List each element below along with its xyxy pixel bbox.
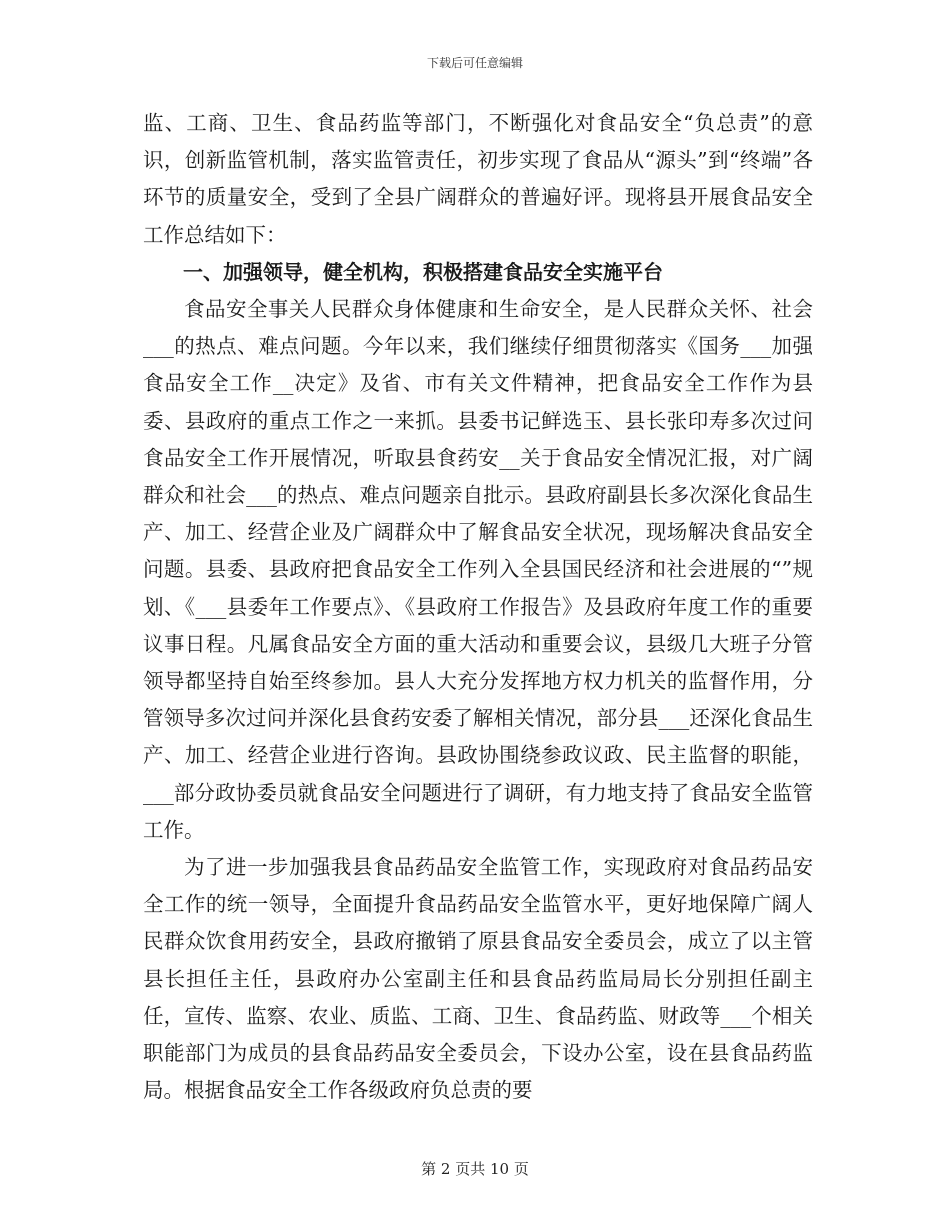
document-body	[143, 105, 813, 1109]
page-header-note: 下载后可任意编辑	[426, 56, 523, 70]
paragraph-1: 食品安全事关人民群众身体健康和生命安全，是人民群众关怀、社会___的热点、难点问题。今年以来，我们继续仔细贯彻落实《国务___加强食品安全工作__决定》及省、市有关文件精神，把食品安全工作作为县委、县政府的重点工作之一来抓。县委书记鲜选玉、县长张印寿多次过问食品安全工作开展情况，听取县食药安__关于食品安全情况汇报，对广阔群众和社会___的热点、难点问题亲自批示。县政府副县长多次深化食品生产、加工、经营企业及广阔群众中了解食品安全状况，现场解决食品安全问题。县委、县政府把食品安全工作列入全县国民经济和社会进展的“”规划、《___县委年工作要点》、《县政府工作报告》及县政府年度工作的重要议事日程。凡属食品安全方面的重大活动和重要会议，县级几大班子分管领导都坚持自始至终参加。县人大充分发挥地方权力机关的监督作用，分管领导多次过问并深化县食药安委了解相关情况，部分县___还深化食品生产、加工、经营企业进行咨询。县政协围绕参政议政、民主监督的职能，___部分政协委员就食品安全问题进行了调研，有力地支持了食品安全监管工作。	[143, 297, 813, 842]
paragraph-2: 为了进一步加强我县食品药品安全监管工作，实现政府对食品药品安全工作的统一领导，全面提升食品药品安全监管水平，更好地保障广阔人民群众饮食用药安全，县政府撤销了原县食品安全委员会，成立了以主管县长担任主任，县政府办公室副主任和县食品药监局局长分别担任副主任，宣传、监察、农业、质监、工商、卫生、食品药监、财政等___个相关职能部门为成员的县食品药品安全委员会，下设办公室，设在县食品药监局。根据食品安全工作各级政府负总责的要	[143, 855, 813, 1103]
section-heading-1: 一、加强领导，健全机构，积极搭建食品安全实施平台	[183, 259, 663, 284]
intro-paragraph: 监、工商、卫生、食品药监等部门，不断强化对食品安全“负总责”的意识，创新监管机制，落实监管责任，初步实现了食品从“源头”到“终端”各环节的质量安全，受到了全县广阔群众的普遍好评。现将县开展食品安全工作总结如下：	[143, 111, 813, 247]
page-number-footer: 第 2 页共 10 页	[421, 1160, 529, 1178]
